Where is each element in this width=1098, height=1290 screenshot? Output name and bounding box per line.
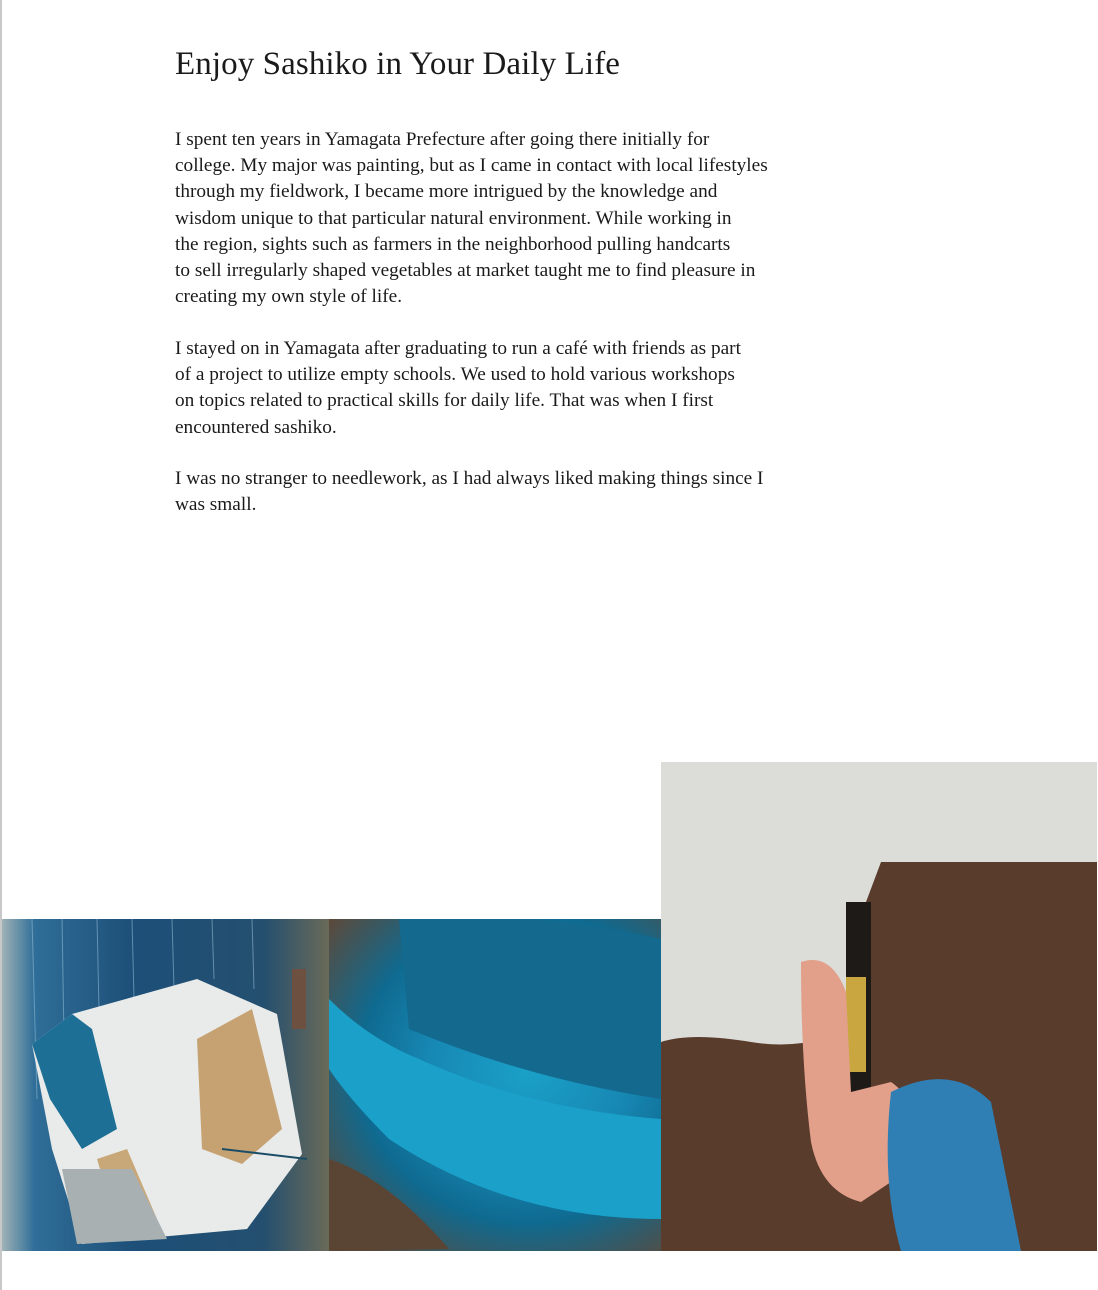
text-line: to sell irregularly shaped vegetables at market taught me to find pleasure in: [175, 260, 756, 282]
text-line: wisdom unique to that particular natural environment. While working in: [175, 207, 732, 229]
text-line: I stayed on in Yamagata after graduating to run a café with friends as part: [175, 338, 741, 359]
paragraph-1: [175, 127, 825, 310]
page-title: Enjoy Sashiko in Your Daily Life: [175, 46, 621, 82]
text-line: I was no stranger to needlework, as I had always liked making things since I: [175, 468, 764, 489]
photo-scissors-cutting-cloth: [661, 762, 1097, 1251]
text-line: creating my own style of life.: [175, 286, 403, 308]
photo-sashiko-hat: [329, 919, 661, 1251]
photo-sashiko-bag: [2, 919, 329, 1251]
text-line: college. My major was painting, but as I came in contact with local lifestyles: [175, 155, 768, 177]
paragraph-2: [175, 336, 825, 441]
text-line: was small.: [175, 494, 257, 516]
text-line: the region, sights such as farmers in the neighborhood pulling handcarts: [175, 233, 731, 255]
paragraph-3: [175, 466, 825, 518]
text-line: I spent ten years in Yamagata Prefecture after going there initially for: [175, 129, 710, 150]
text-line: on topics related to practical skills for daily life. That was when I first: [175, 390, 714, 412]
text-line: through my fieldwork, I became more intrigued by the knowledge and: [175, 181, 718, 203]
text-line: of a project to utilize empty schools. We used to hold various workshops: [175, 364, 735, 386]
text-line: encountered sashiko.: [175, 416, 337, 438]
